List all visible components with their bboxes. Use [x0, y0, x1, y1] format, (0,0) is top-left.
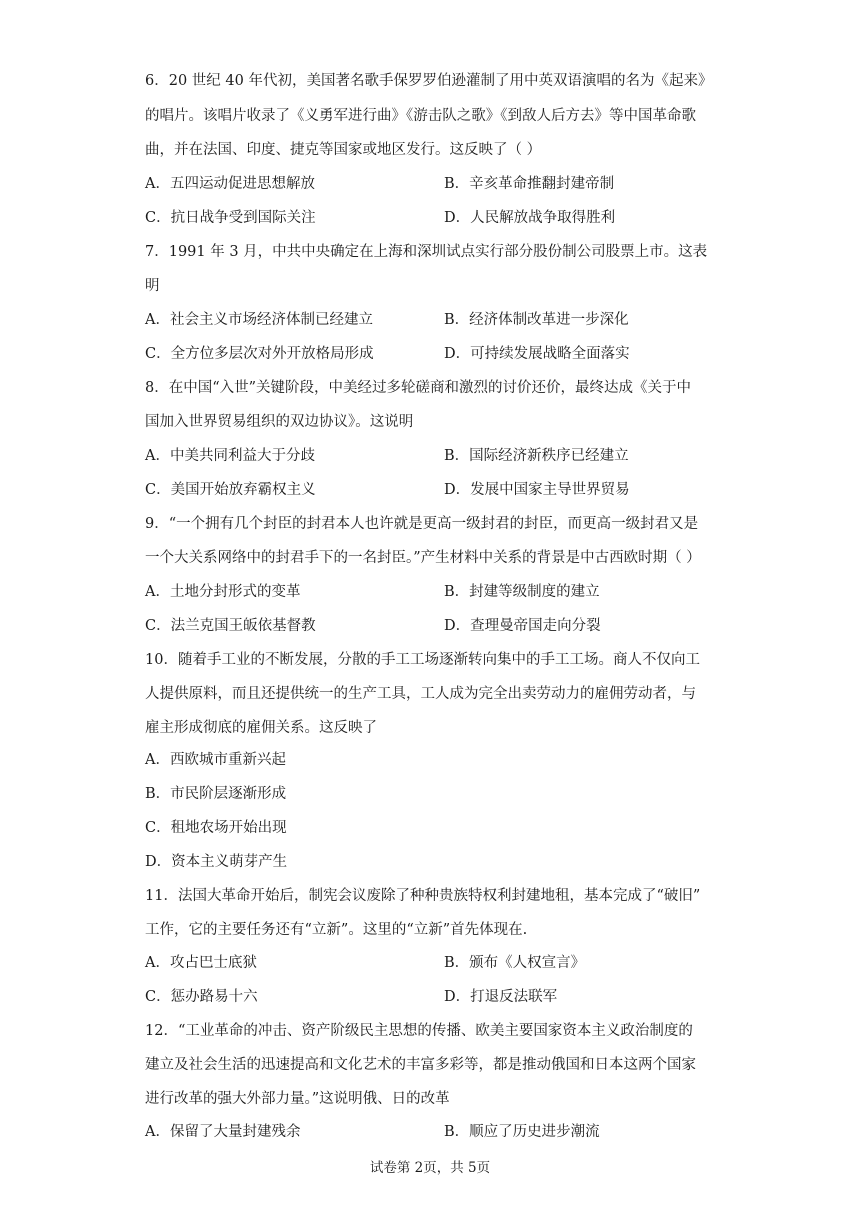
question-8-option-d: D．发展中国家主导世界贸易 [444, 482, 630, 498]
question-6-option-c: C．抗日战争受到国际关注 [145, 210, 316, 226]
question-8-line-2: 国加入世界贸易组织的双边协议》。这说明 [145, 414, 414, 430]
question-6-option-a: A．五四运动促进思想解放 [145, 176, 315, 192]
question-10-option-d: D．资本主义萌芽产生 [145, 854, 288, 870]
question-9-option-c: C．法兰克国王皈依基督教 [145, 618, 316, 634]
question-7-option-b: B．经济体制改革进一步深化 [444, 312, 629, 328]
question-10-option-a: A．西欧城市重新兴起 [145, 752, 286, 768]
question-8-option-a: A．中美共同利益大于分歧 [145, 448, 315, 464]
question-6-line-3: 曲，并在法国、印度、捷克等国家或地区发行。这反映了（ ） [145, 142, 542, 158]
question-12-line-1: 12．“工业革命的冲击、资产阶级民主思想的传播、欧美主要国家资本主义政治制度的 [145, 1023, 693, 1039]
question-9-line-1: 9．“一个拥有几个封臣的封君本人也许就是更高一级封君的封臣，而更高一级封君又是 [145, 516, 699, 532]
question-11-option-b: B．颁布《人权宣言》 [444, 955, 586, 971]
question-12-line-2: 建立及社会生活的迅速提高和文化艺术的丰富多彩等，都是推动俄国和日本这两个国家 [145, 1057, 696, 1073]
page-footer: 试卷第 2页，共 5页 [369, 1160, 491, 1176]
question-6-option-d: D．人民解放战争取得胜利 [444, 210, 616, 226]
question-11-option-d: D．打退反法联军 [444, 989, 558, 1005]
question-7-option-d: D．可持续发展战略全面落实 [444, 346, 630, 362]
question-9-line-2: 一个大关系网络中的封君手下的一名封臣。”产生材料中关系的背景是中古西欧时期（ ） [145, 550, 701, 566]
question-8-option-c: C．美国开始放弃霸权主义 [145, 482, 316, 498]
question-11-line-2: 工作，它的主要任务还有“立新”。这里的“立新”首先体现在. [145, 922, 528, 938]
question-7-line-2: 明 [145, 278, 160, 294]
question-6-line-2: 的唱片。该唱片收录了《义勇军进行曲》《游击队之歌》《到敌人后方去》等中国革命歌 [145, 108, 696, 124]
question-7-line-1: 7．1991 年 3 月，中共中央确定在上海和深圳试点实行部分股份制公司股票上市。这表 [145, 244, 708, 260]
question-7-option-c: C．全方位多层次对外开放格局形成 [145, 346, 374, 362]
question-12-line-3: 进行改革的强大外部力量。”这说明俄、日的改革 [145, 1091, 450, 1107]
question-8-line-1: 8．在中国“入世”关键阶段，中美经过多轮磋商和激烈的讨价还价，最终达成《关于中 [145, 380, 692, 396]
question-6-option-b: B．辛亥革命推翻封建帝制 [444, 176, 615, 192]
question-12-option-b: B．顺应了历史进步潮流 [444, 1124, 600, 1140]
question-9-option-d: D．查理曼帝国走向分裂 [444, 618, 601, 634]
question-9-option-a: A．土地分封形式的变革 [145, 584, 301, 600]
question-6-line-1: 6．20 世纪 40 年代初，美国著名歌手保罗罗伯逊灌制了用中英双语演唱的名为《起来》 [145, 73, 713, 89]
question-8-option-b: B．国际经济新秩序已经建立 [444, 448, 629, 464]
question-10-line-3: 雇主形成彻底的雇佣关系。这反映了 [145, 720, 377, 736]
question-11-option-a: A．攻占巴士底狱 [145, 955, 257, 971]
question-10-line-1: 10．随着手工业的不断发展，分散的手工工场逐渐转向集中的手工工场。商人不仅向工 [145, 652, 700, 668]
question-9-option-b: B．封建等级制度的建立 [444, 584, 600, 600]
question-12-option-a: A．保留了大量封建残余 [145, 1124, 301, 1140]
question-11-option-c: C．惩办路易十六 [145, 989, 258, 1005]
question-10-option-b: B．市民阶层逐渐形成 [145, 786, 287, 802]
question-11-line-1: 11．法国大革命开始后，制宪会议废除了种种贵族特权利封建地租，基本完成了“破旧” [145, 888, 701, 904]
question-10-option-c: C．租地农场开始出现 [145, 820, 287, 836]
question-7-option-a: A．社会主义市场经济体制已经建立 [145, 312, 373, 328]
question-10-line-2: 人提供原料，而且还提供统一的生产工具，工人成为完全出卖劳动力的雇佣劳动者，与 [145, 686, 696, 702]
